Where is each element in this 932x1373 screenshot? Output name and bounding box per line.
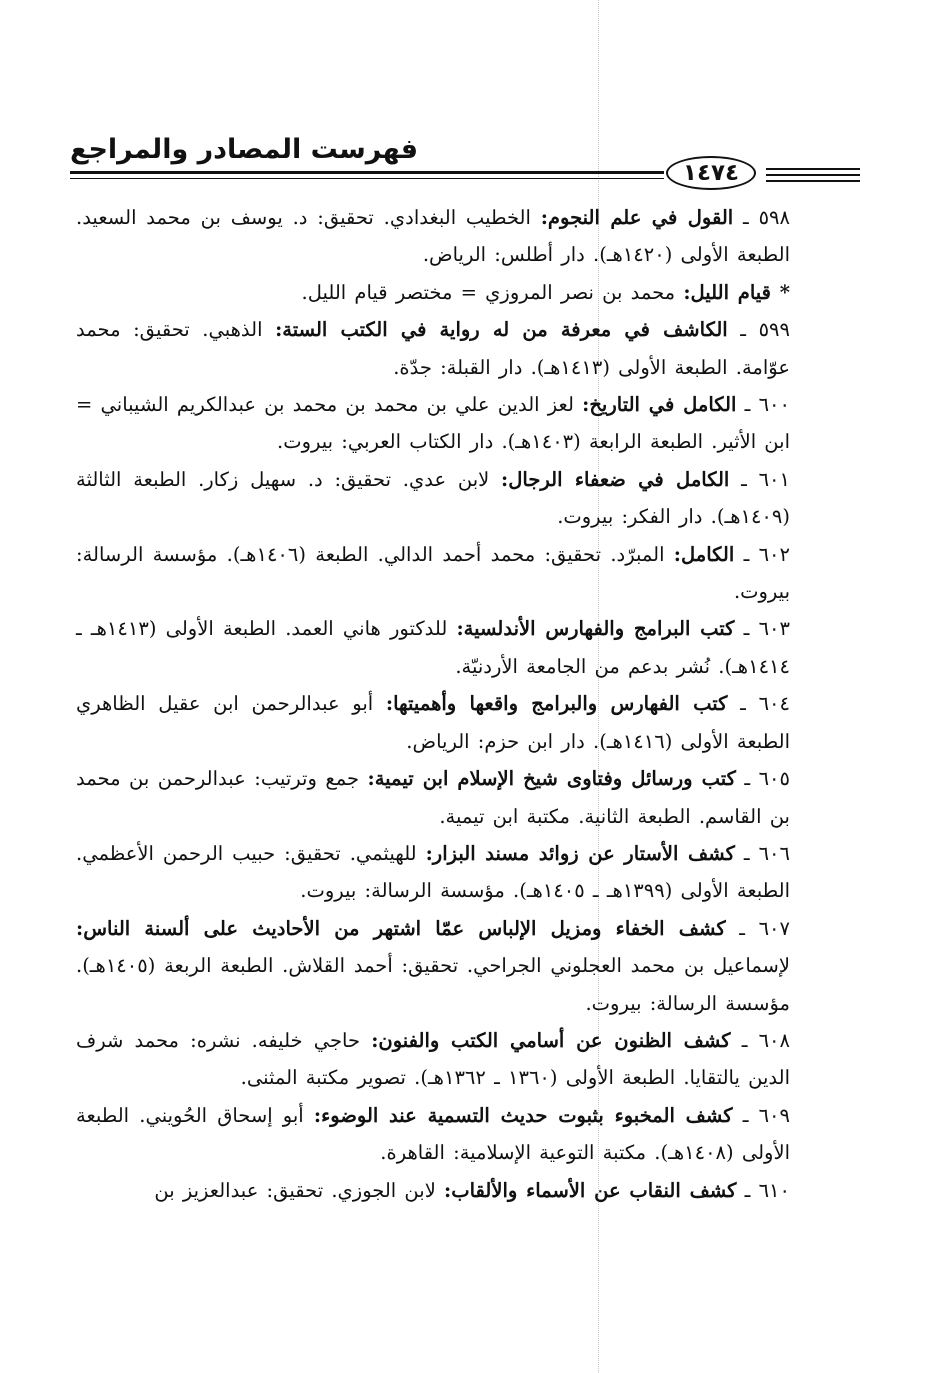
entry-dash: ـ bbox=[725, 916, 759, 940]
entry-number: ٦٠٩ bbox=[758, 1103, 790, 1127]
entry-dash: ـ bbox=[727, 692, 759, 716]
bibliography-entry bbox=[76, 199, 790, 274]
entry-number: ٦١٠ bbox=[758, 1178, 790, 1202]
page-number: ١٤٧٤ bbox=[666, 156, 756, 190]
entry-number: ٦٠٥ bbox=[758, 767, 790, 791]
entry-title: الكامل في ضعفاء الرجال: bbox=[501, 467, 730, 491]
entry-details: أبو إسحاق الحُويني. الطبعة الأولى (١٤٠٨هـ). مكتبة التوعية الإسلامية: القاهرة. bbox=[76, 1103, 790, 1165]
entry-details: لعز الدين علي بن محمد بن محمد بن عبدالكريم الشيباني = ابن الأثير. الطبعة الرابعة (١٤٠٣هـ). دار الكتاب العربي: بيروت. bbox=[76, 393, 790, 454]
entry-title: كشف الظنون عن أسامي الكتب والفنون: bbox=[371, 1028, 731, 1052]
bibliography-entry bbox=[76, 274, 790, 311]
bibliography-entry bbox=[76, 386, 790, 461]
entry-number: ٦٠٤ bbox=[758, 692, 790, 716]
bibliography-entry bbox=[76, 1097, 790, 1172]
entry-dash: ـ bbox=[734, 542, 759, 566]
entry-title: الكاشف في معرفة من له رواية في الكتب الستة: bbox=[275, 318, 728, 342]
entry-dash: ـ bbox=[732, 1103, 759, 1127]
entry-details: لابن عدي. تحقيق: د. سهيل زكار. الطبعة الثالثة (١٤٠٩هـ). دار الفكر: بيروت. bbox=[76, 467, 790, 529]
entry-dash: ـ bbox=[735, 767, 759, 791]
entry-title: كتب البرامج والفهارس الأندلسية: bbox=[456, 617, 735, 641]
running-header bbox=[70, 128, 860, 192]
entry-title: الكامل في التاريخ: bbox=[582, 393, 737, 417]
entry-dash: ـ bbox=[734, 841, 759, 865]
entry-details: الخطيب البغدادي. تحقيق: د. يوسف بن محمد السعيد. الطبعة الأولى (١٤٢٠هـ). دار أطلس: الرياض. bbox=[76, 206, 790, 267]
header-rule-thick bbox=[70, 171, 664, 174]
bibliography-entry bbox=[76, 610, 790, 685]
bibliography-entry bbox=[76, 1022, 790, 1097]
entry-number: ٥٩٩ bbox=[758, 318, 790, 342]
entry-dash: ـ bbox=[733, 206, 759, 229]
entry-title: كتب ورسائل وفتاوى شيخ الإسلام ابن تيمية: bbox=[367, 767, 736, 791]
header-bar bbox=[766, 168, 860, 170]
entry-dash: ـ bbox=[736, 393, 759, 417]
bibliography-entry bbox=[76, 461, 790, 536]
bibliography-entry bbox=[76, 835, 790, 910]
entry-dash: ـ bbox=[729, 467, 759, 491]
entry-dash: ـ bbox=[730, 1028, 759, 1052]
entry-number: ٦٠٣ bbox=[758, 617, 790, 641]
entry-title: كشف المخبوء بثبوت حديث التسمية عند الوضوء: bbox=[313, 1103, 733, 1127]
entry-details: لإسماعيل بن محمد العجلوني الجراحي. تحقيق: أحمد القلاش. الطبعة الربعة (١٤٠٥هـ). مؤسسة الرسالة: بيروت. bbox=[76, 954, 790, 1015]
entry-title: كتب الفهارس والبرامج واقعها وأهميتها: bbox=[385, 692, 728, 716]
entry-details: حاجي خليفه. نشره: محمد شرف الدين يالتقايا. الطبعة الأولى (١٣٦٠ ـ ١٣٦٢هـ). تصوير مكتبة المثنى. bbox=[76, 1028, 790, 1090]
entry-details: لابن الجوزي. تحقيق: عبدالعزيز بن bbox=[154, 1178, 445, 1202]
bibliography-entry bbox=[76, 760, 790, 835]
entry-number: ٦٠٨ bbox=[758, 1028, 790, 1052]
entry-title: كشف الخفاء ومزيل الإلباس عمّا اشتهر من الأحاديث على ألسنة الناس: bbox=[76, 916, 726, 940]
entry-title: القول في علم النجوم: bbox=[540, 206, 734, 229]
entry-title: * قيام الليل: bbox=[683, 280, 790, 304]
entry-details: المبرّد. تحقيق: محمد أحمد الدالي. الطبعة (١٤٠٦هـ). مؤسسة الرسالة: بيروت. bbox=[76, 542, 790, 604]
header-bar bbox=[766, 174, 860, 176]
entry-title: الكامل: bbox=[673, 542, 735, 566]
entry-details: للهيثمي. تحقيق: حبيب الرحمن الأعظمي. الطبعة الأولى (١٣٩٩هـ ـ ١٤٠٥هـ). مؤسسة الرسالة: بيروت. bbox=[76, 841, 790, 903]
header-rule-thin bbox=[70, 178, 664, 179]
bibliography-entry bbox=[76, 536, 790, 611]
bibliography-entry bbox=[76, 910, 790, 1022]
entry-details: محمد بن نصر المروزي = مختصر قيام الليل. bbox=[301, 280, 684, 304]
entry-dash: ـ bbox=[727, 318, 759, 342]
entry-number: ٦٠١ bbox=[758, 467, 790, 491]
entry-number: ٦٠٢ bbox=[758, 542, 790, 566]
header-bar bbox=[766, 180, 860, 182]
entry-details: للدكتور هاني العمد. الطبعة الأولى (١٤١٣هـ ـ ١٤١٤هـ). نُشر بدعم من الجامعة الأردنيّة. bbox=[76, 617, 790, 678]
bibliography-entry bbox=[76, 1172, 790, 1209]
entry-dash: ـ bbox=[736, 1178, 759, 1202]
bibliography-list bbox=[76, 199, 790, 1209]
bibliography-entry bbox=[76, 685, 790, 760]
entry-number: ٦٠٦ bbox=[758, 841, 790, 865]
entry-title: كشف الأستار عن زوائد مسند البزار: bbox=[425, 841, 735, 865]
entry-title: كشف النقاب عن الأسماء والألقاب: bbox=[444, 1178, 737, 1202]
entry-number: ٦٠٧ bbox=[758, 916, 790, 940]
header-title: فهرست المصادر والمراجع bbox=[70, 134, 419, 165]
entry-details: الذهبي. تحقيق: محمد عوّامة. الطبعة الأولى (١٤١٣هـ). دار القبلة: جدّة. bbox=[76, 318, 790, 379]
bibliography-entry bbox=[76, 311, 790, 386]
entry-details: أبو عبدالرحمن ابن عقيل الظاهري الطبعة الأولى (١٤١٦هـ). دار ابن حزم: الرياض. bbox=[76, 692, 790, 753]
entry-number: ٥٩٨ bbox=[758, 206, 790, 229]
entry-details: جمع وترتيب: عبدالرحمن بن محمد بن القاسم. الطبعة الثانية. مكتبة ابن تيمية. bbox=[76, 767, 790, 828]
entry-number: ٦٠٠ bbox=[758, 393, 790, 417]
entry-dash: ـ bbox=[734, 617, 759, 641]
